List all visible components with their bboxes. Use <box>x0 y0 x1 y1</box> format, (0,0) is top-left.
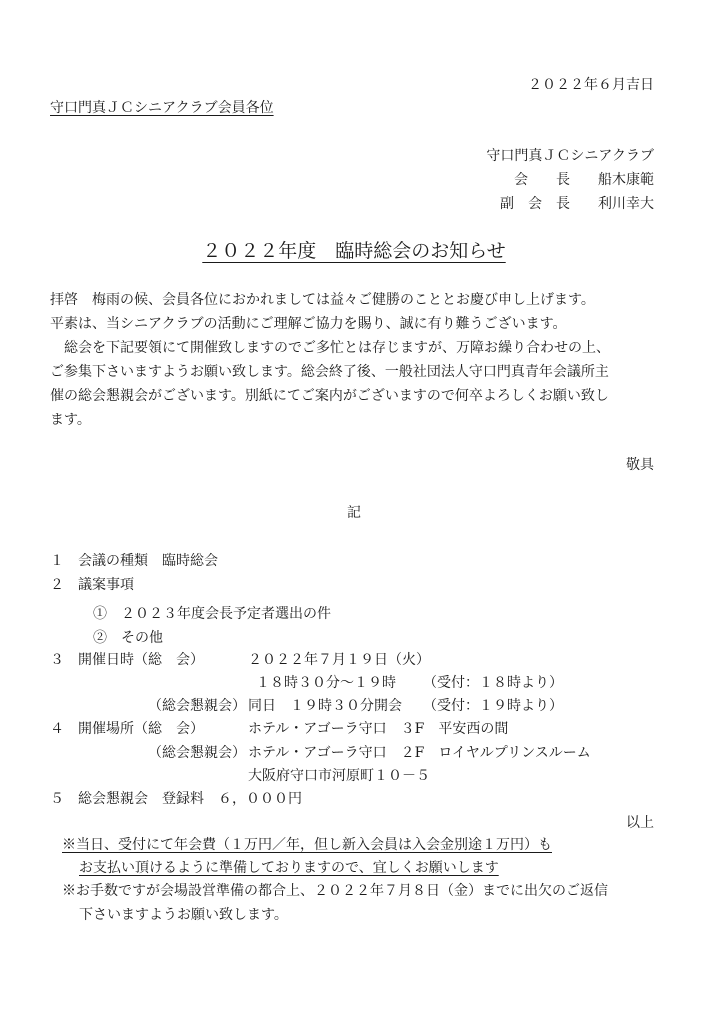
item-2-agenda: ２ 議案事項 <box>50 577 134 593</box>
item-3-datetime-label: ３ 開催日時（総 会） <box>50 652 204 668</box>
item-4-venue: ホテル・アゴーラ守口 ３F 平安西の間 <box>248 721 509 737</box>
greeting-line-3: 総会を下記要領にて開催致しますのでご多忙とは存じますが、万障お繰り合わせの上、 <box>50 340 610 356</box>
agenda-item-2: ② その他 <box>93 630 163 646</box>
sender-org: 守口門真ＪＣシニアクラブ <box>486 148 654 164</box>
greeting-line-5: 催の総会懇親会がございます。別紙にてご案内がございますので何卒よろしくお願い致し <box>50 388 609 404</box>
ki-heading: 記 <box>347 505 361 521</box>
note-1-line-2: お支払い頂けるように準備しておりますので、宜しくお願いします <box>79 860 499 876</box>
item-4-address: 大阪府守口市河原町１０－５ <box>248 768 430 784</box>
item-3-date: ２０２２年７月１９日（火） <box>248 652 430 668</box>
note-1-line-1: ※当日、受付にて年会費（１万円／年，但し新入会員は入会金別途１万円）も <box>62 837 552 853</box>
item-3-reception: （受付：１８時より） <box>423 675 563 691</box>
item-4-party-label: （総会懇親会） <box>148 745 246 761</box>
item-5-fee: ５ 総会懇親会 登録料 ６，０００円 <box>50 791 302 807</box>
document-title: ２０２２年度 臨時総会のお知らせ <box>202 240 506 262</box>
item-3-time: １８時３０分～１９時 <box>256 675 396 691</box>
closing-keigu: 敬具 <box>626 457 654 473</box>
greeting-line-6: ます。 <box>50 412 91 428</box>
item-3-party-time: 同日 １９時３０分開会 <box>248 698 402 714</box>
sender-vice-president: 副 会 長 利川幸大 <box>500 196 654 212</box>
item-3-party-label: （総会懇親会） <box>148 698 246 714</box>
note-2-line-2: 下さいますようお願い致します。 <box>79 907 288 923</box>
item-4-party-venue: ホテル・アゴーラ守口 ２F ロイヤルプリンスルーム <box>248 745 591 761</box>
sender-president: 会 長 船木康範 <box>514 172 654 188</box>
greeting-line-4: ご参集下さいますようお願い致します。総会終了後、一般社団法人守口門真青年会議所主 <box>50 364 609 380</box>
ijo-closing: 以上 <box>626 815 654 831</box>
item-3-party-reception: （受付：１９時より） <box>423 698 563 714</box>
document-date: ２０２２年６月吉日 <box>528 77 654 93</box>
note-2-line-1: ※お手数ですが会場設営準備の都合上、２０２２年７月８日（金）までに出欠のご返信 <box>62 883 608 899</box>
item-4-venue-label: ４ 開催場所（総 会） <box>50 721 204 737</box>
addressee: 守口門真ＪＣシニアクラブ会員各位 <box>50 100 274 116</box>
greeting-line-1: 拝啓 梅雨の候、会員各位におかれましては益々ご健勝のこととお慶び申し上げます。 <box>50 292 595 308</box>
agenda-item-1: ① ２０２３年度会長予定者選出の件 <box>93 606 331 622</box>
greeting-line-2: 平素は、当シニアクラブの活動にご理解ご協力を賜り、誠に有り難うございます。 <box>50 316 567 332</box>
item-1-meeting-type: １ 会議の種類 臨時総会 <box>50 553 218 569</box>
